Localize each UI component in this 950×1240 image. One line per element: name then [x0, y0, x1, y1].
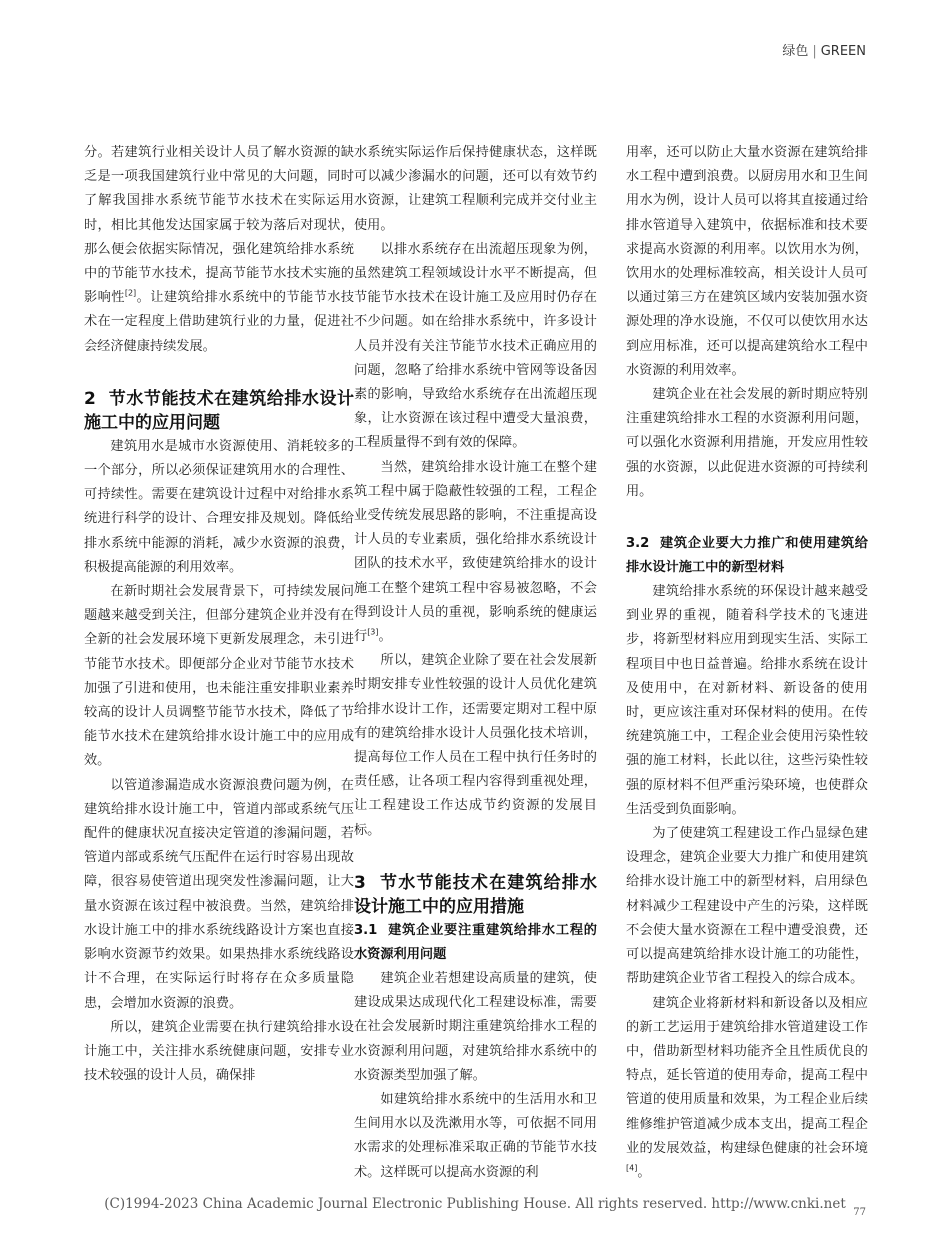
running-header — [782, 40, 866, 59]
paragraph — [84, 141, 354, 359]
section-label: 绿色 — [782, 44, 809, 59]
paragraph: 建筑给排水系统的环保设计越来越受到业界的重视，随着科学技术的飞速进步，将新型材料应用到现实生活、实际工程项目中也日益普遍。给排水系统在设计及使用中，在对新材料、新设备的使用时，更应该注重对环保材料的使用。在传统建筑施工中，工程企业会使用污染性较强的施工材料，长此以往，这些污染性较强的原材料不但严重污染环境，也使群众生活受到负面影响。 — [626, 584, 868, 817]
section-label-en: GREEN — [820, 44, 866, 59]
subsection-title: 建筑企业要大力推广和使用建筑给排水设计施工中的新型材料 — [626, 536, 868, 576]
paragraph-text: 建筑企业将新材料和新设备以及相应的新工艺运用于建筑给排水管道建设工作中，借助新型材料功能齐全且性质优良的特点，延长管道的使用寿命，提高工程中管道的使用质量和效果，为工程企业后续维修维护管道减少成本支出，提高工程企业的发展效益，构建绿色健康的社会环境 — [626, 995, 868, 1156]
text-column-3 — [626, 141, 868, 1185]
paragraph: 建筑企业若想建设高质量的建筑，使建设成果达成现代化工程建设标准，需要在社会发展新时期注重建筑给排水工程的水资源利用问题，对建筑给排水系统中的水资源类型加强了解。 — [354, 970, 597, 1083]
section-number: 3 — [354, 872, 366, 893]
paragraph: 所以，建筑企业除了要在社会发展新时期安排专业性较强的设计人员优化建筑给排水设计工作，还需要定期对工程中原有的建筑给排水设计人员强化技术培训，提高每位工作人员在工程中执行任务时的责任感，让各项工程内容得到重视处理，让工程建设工作达成节约资源的发展目标。 — [354, 653, 597, 838]
paragraph: 如建筑给排水系统中的生活用水和卫生间用水以及洗漱用水等，可依据不同用水需求的处理标准采取正确的节能节水技术。这样既可以提高水资源的利 — [354, 1091, 597, 1180]
paragraph-text: 。 — [378, 629, 392, 645]
citation-ref: [4] — [626, 1163, 638, 1173]
paragraph — [626, 992, 868, 1186]
paragraph — [354, 456, 597, 650]
subsection-title: 建筑企业要注重建筑给排水工程的水资源利用问题 — [354, 922, 597, 962]
paragraph: 建筑用水是城市水资源使用、消耗较多的一个部分，所以必须保证建筑用水的合理性、可持续性。需要在建筑设计过程中对给排水系统进行科学的设计、合理安排及规划。降低给排水系统中能源的消耗，减少水资源的浪费，积极提高能源的利用效率。 — [84, 438, 354, 575]
section-title: 节水节能技术在建筑给排水设计施工中的应用措施 — [354, 872, 598, 917]
text-column-2 — [354, 141, 597, 1185]
paragraph: 以管道渗漏造成水资源浪费问题为例，在建筑给排水设计施工中，管道内部或系统气压配件的健康状况直接决定管道的渗漏问题，若管道内部或系统气压配件在运行时容易出现故障，很容易使管道出现突发性渗漏问题，让大量水资源在该过程中被浪费。当然，建筑给排水设计施工中的排水系统线路设计方案也直接影响水资源节约效果。如果热排水系统线路设计不合理，在实际运行时将存在众多质量隐患，会增加水资源的浪费。 — [84, 777, 354, 1011]
paragraph: 建筑企业在社会发展的新时期应特别注重建筑给排水工程的水资源利用问题，可以强化水资源利用措施，开发应用性较强的水资源，以此促进水资源的可持续利用。 — [626, 387, 868, 499]
paragraph-text: 。 — [637, 1164, 651, 1180]
paragraph-text: 。让建筑给排水系统中的节能节水技术在一定程度上借助建筑行业的力量，促进社会经济健康持续发展。 — [84, 290, 355, 354]
paragraph: 为了使建筑工程建设工作凸显绿色建设理念，建筑企业要大力推广和使用建筑给排水设计施工中的新型材料，启用绿色材料减少工程建设中产生的污染，这样既不会使大量水资源在工程中遭受浪费，还可以提高建筑给排水设计施工的功能性，帮助建筑企业节省工程投入的综合成本。 — [626, 826, 868, 987]
paragraph-text: 当然，建筑给排水设计施工在整个建筑工程中属于隐蔽性较强的工程，工程企业受传统发展思路的影响，不注重提高设计人员的专业素质，强化给排水系统设计团队的技术水平，致使建筑给排水的设计施工在整个建筑工程中容易被忽略，不会得到设计人员的重视，影响系统的健康运行 — [354, 459, 597, 645]
subsection-heading-3-2 — [626, 532, 868, 580]
text-column-1 — [84, 141, 354, 1088]
section-heading-3 — [354, 871, 597, 919]
page-number: 77 — [853, 1207, 866, 1218]
subsection-heading-3-1 — [354, 919, 597, 967]
citation-ref: [2] — [124, 288, 137, 298]
section-title: 节水节能技术在建筑给排水设计施工中的应用问题 — [84, 388, 355, 433]
section-heading-2 — [84, 387, 354, 435]
subsection-number: 3.2 — [626, 536, 650, 552]
paragraph: 所以，建筑企业需要在执行建筑给排水设计施工中，关注排水系统健康问题，安排专业技术较强的设计人员，确保排 — [84, 1019, 354, 1084]
paragraph: 水系统实际运作后保持健康状态，这样既可以减少渗漏水的问题，还可以有效节约水资源，让建筑工程顺利完成并交付业主使用。 — [354, 145, 597, 233]
paragraph-text: 分。若建筑行业相关设计人员了解水资源的缺乏是一项我国建筑行业中常见的大问题，同时了解我国排水系统节能节水技术在实际运用时，相比其他发达国家属于较为落后对现状，那么便会依据实际情况，强化建筑给排水系统中的节能节水技术，提高节能节水技术实施的影响性 — [84, 145, 354, 306]
subsection-number: 3.1 — [354, 922, 378, 938]
paragraph: 以排水系统存在出流超压现象为例，虽然建筑工程领域设计水平不断提高，但节能节水技术在设计施工及应用时仍存在不少问题。如在给排水系统中，许多设计人员并没有关注节能节水技术正确应用的问题，忽略了给排水系统中管网等设备因素的影响，导致给水系统存在出流超压现象，让水资源在该过程中遭受大量浪费，工程质量得不到有效的保障。 — [354, 241, 597, 451]
paragraph: 用率，还可以防止大量水资源在建筑给排水工程中遭到浪费。以厨房用水和卫生间用水为例，设计人员可以将其直接通过给排水管道导入建筑中，依据标准和技术要求提高水资源的利用率。以饮用水为例，饮用水的处理标准较高，相关设计人员可以通过第三方在建筑区域内安装加强水资源处理的净水设施，不仅可以使饮用水达到应用标准，还可以提高建筑给水工程中水资源的利用效率。 — [626, 145, 868, 378]
paragraph: 在新时期社会发展背景下，可持续发展问题越来越受到关注，但部分建筑企业并没有在全新的社会发展环境下更新发展理念，未引进节能节水技术。即便部分企业对节能节水技术加强了引进和使用，也未能注重安排职业素养较高的设计人员调整节能节水技术，降低了节能节水技术在建筑给排水设计施工中的应用成效。 — [84, 584, 354, 769]
copyright-footer: (C)1994-2023 China Academic Journal Electronic Publishing House. All rights reserved. http://www.cnki.net — [104, 1196, 846, 1212]
citation-ref: [3] — [367, 627, 379, 637]
header-separator: | — [812, 44, 817, 59]
section-number: 2 — [84, 388, 96, 409]
